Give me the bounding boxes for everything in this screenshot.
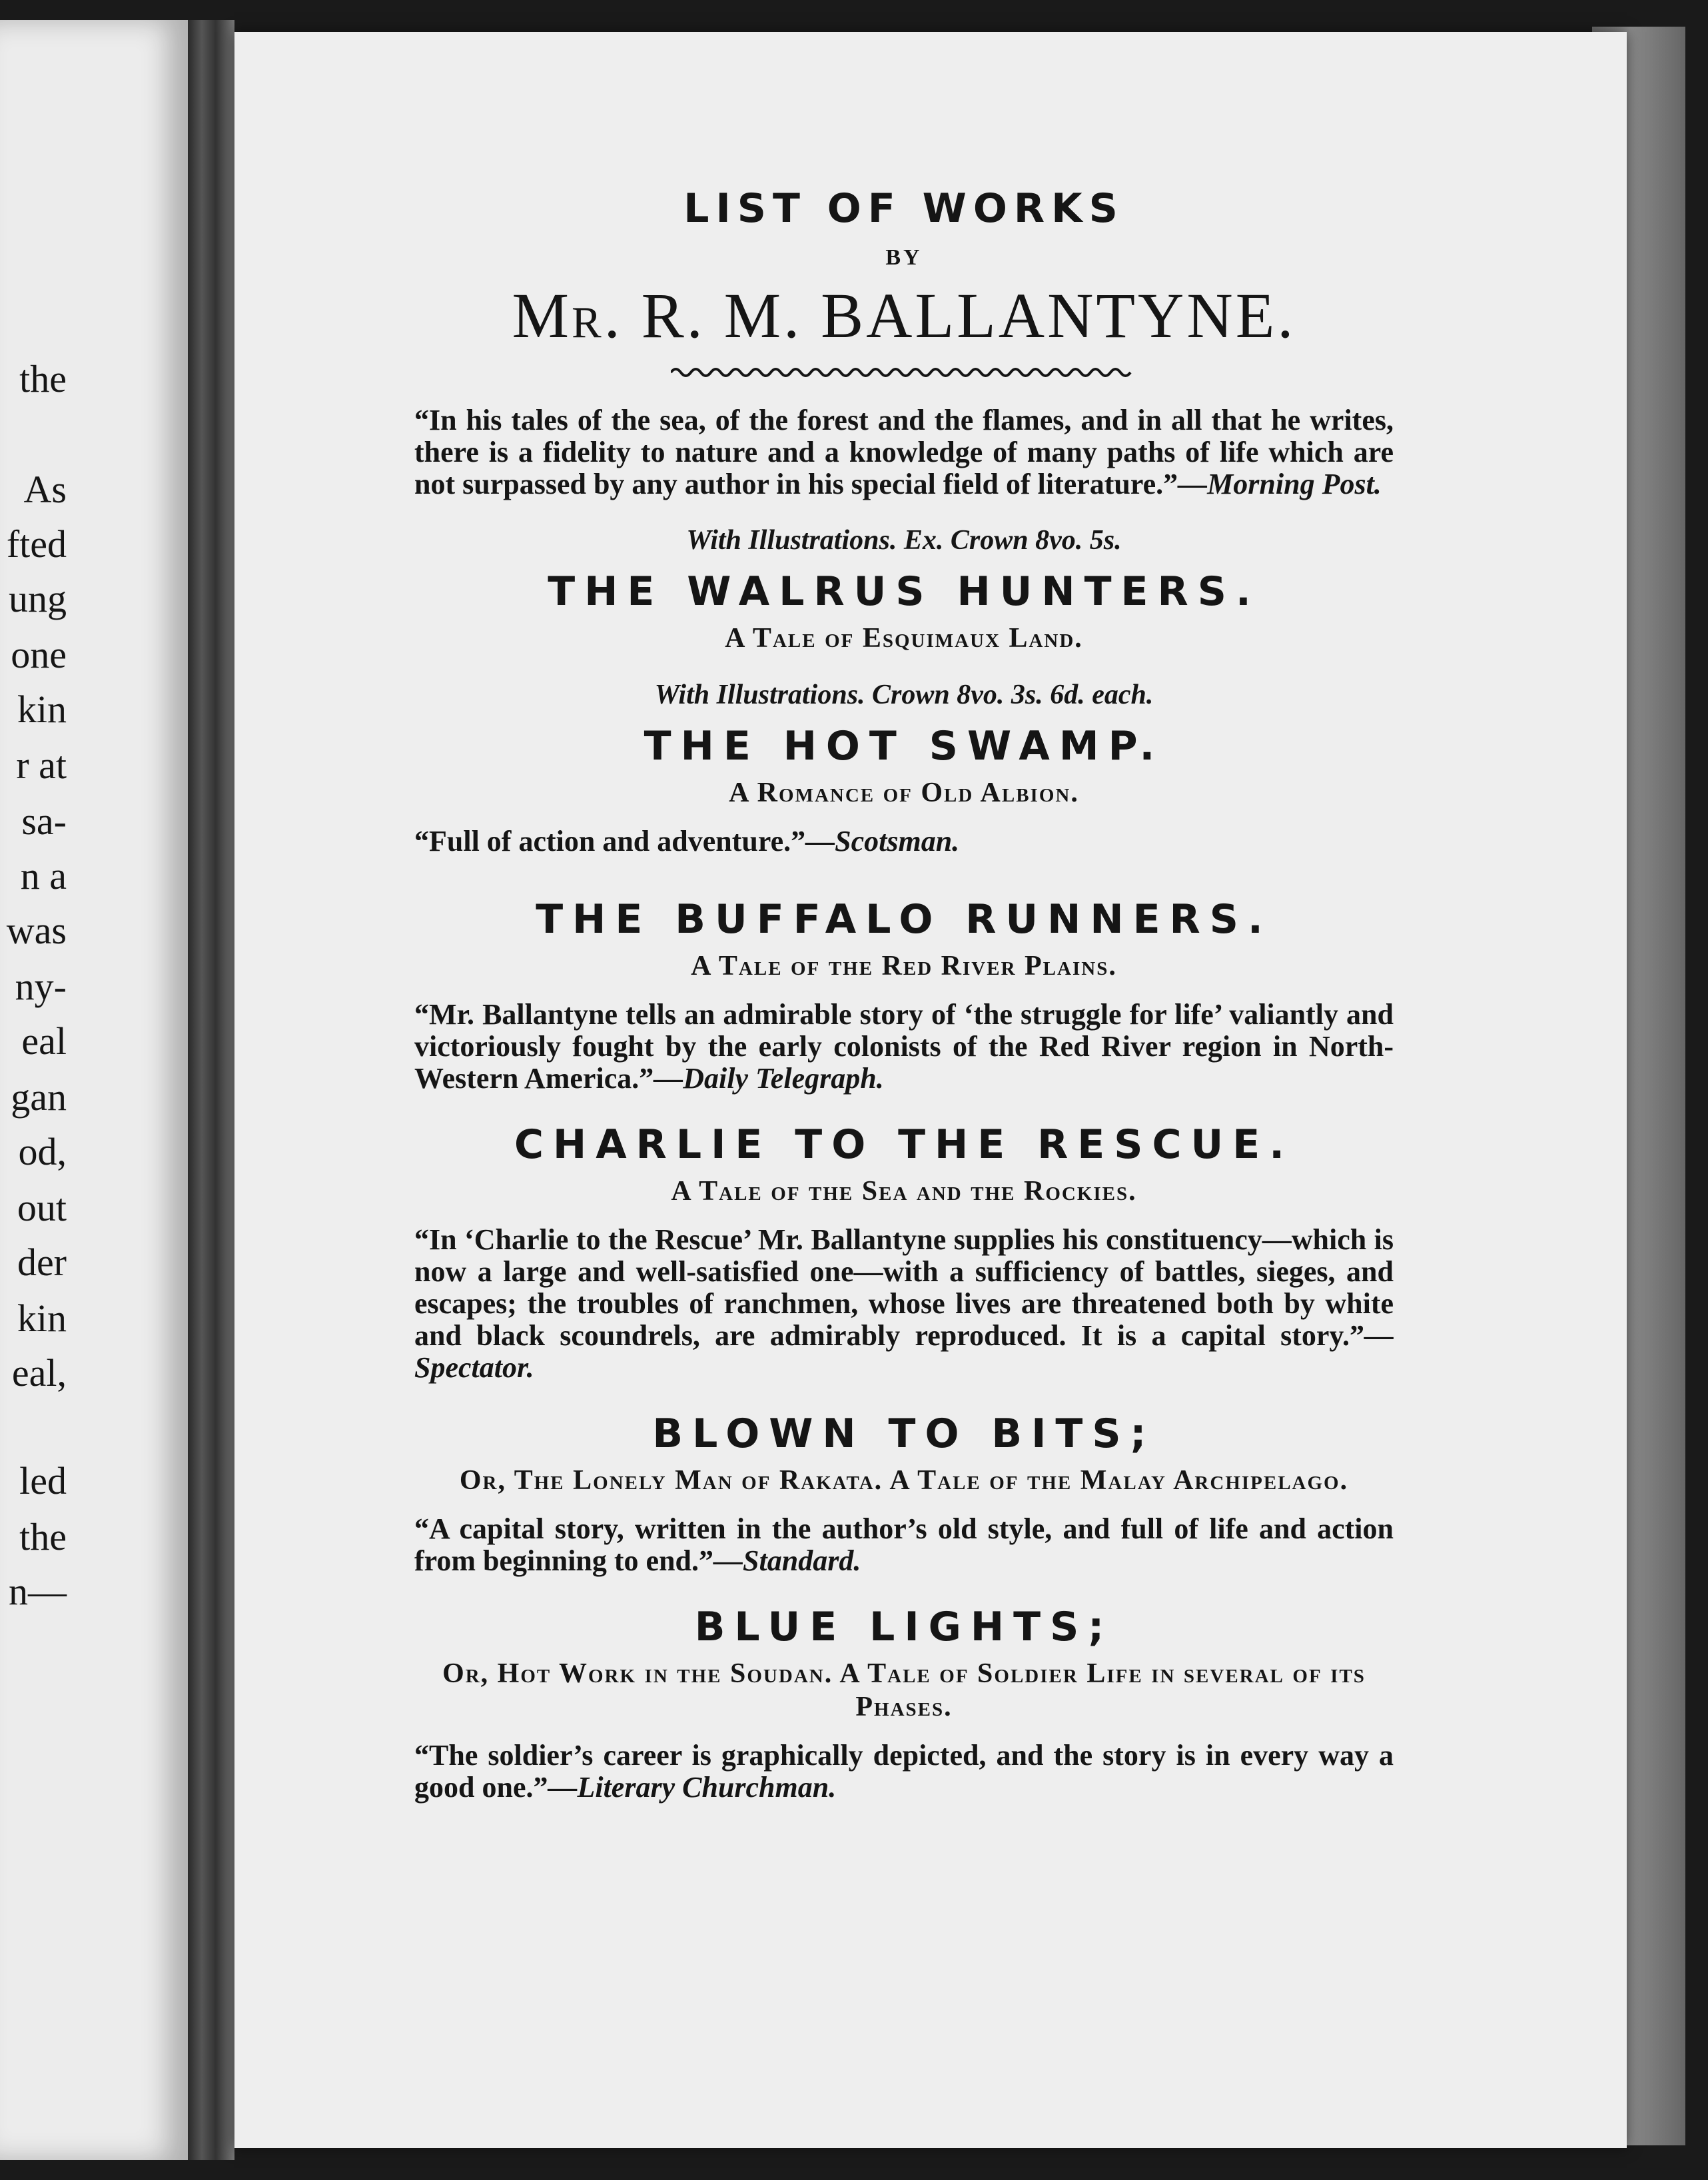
left-page-fragment: fted	[6, 522, 67, 566]
left-facing-page	[0, 20, 188, 2160]
left-page-fragment: the	[19, 1515, 67, 1558]
left-page-fragment: led	[19, 1459, 67, 1502]
book-title: BLUE LIGHTS;	[694, 1604, 1114, 1650]
book-title: THE WALRUS HUNTERS.	[548, 568, 1260, 615]
book-title: THE HOT SWAMP.	[643, 723, 1164, 770]
book-title: THE BUFFALO RUNNERS.	[536, 896, 1272, 943]
review-quote-text: “Mr. Ballantyne tells an admirable story of ‘the struggle for life’ valiantly and victoriously fought by the early colonists of the Red River region in North-Western America.”	[414, 998, 1394, 1095]
review-quote	[414, 1224, 1394, 1384]
book-title: CHARLIE TO THE RESCUE.	[514, 1121, 1294, 1168]
left-page-fragment: ny-	[15, 965, 67, 1008]
review-quote-text: “The soldier’s career is graphically depicted, and the story is in every way a good one.”	[414, 1739, 1394, 1804]
by-line: BY	[885, 245, 923, 270]
book-title: BLOWN TO BITS;	[652, 1410, 1156, 1457]
left-page-fragment: sa-	[21, 800, 67, 843]
book-gutter	[188, 20, 234, 2160]
left-page-fragment: one	[11, 633, 67, 676]
review-quote-source: —Spectator.	[414, 1319, 1394, 1384]
edition-note: With Illustrations. Ex. Crown 8vo. 5s.	[686, 525, 1122, 556]
book-subtitle: A Tale of Esquimaux Land.	[725, 623, 1083, 654]
book-subtitle: Or, Hot Work in the Soudan. A Tale of Soldier Life in several of its Phases.	[442, 1658, 1366, 1722]
left-page-fragment: n—	[9, 1570, 67, 1613]
intro-quote-text: “In his tales of the sea, of the forest and the flames, and in all that he writes, there is a fidelity to nature and a knowledge of many paths of life which are not surpassed by any author in his special field of literature.”	[414, 404, 1394, 500]
left-page-fragment: was	[6, 909, 67, 952]
book-subtitle: A Romance of Old Albion.	[729, 778, 1079, 808]
left-page-fragment: kin	[17, 1297, 67, 1340]
review-quote-text: “In ‘Charlie to the Rescue’ Mr. Ballantyne supplies his constituency—which is now a large and well-satisfied one—with a sufficiency of battles, sieges, and escapes; the troubles of ranchmen, whose lives are threatened both by white and black scoundrels, are admirably reproduced. It is a capital story.”	[414, 1223, 1394, 1352]
left-page-fragment: eal	[21, 1019, 67, 1063]
left-page-fragment: od,	[18, 1130, 67, 1173]
book-subtitle: Or, The Lonely Man of Rakata. A Tale of the Malay Archipelago.	[459, 1465, 1349, 1496]
right-page	[234, 32, 1627, 2148]
left-page-fragment: the	[19, 357, 67, 400]
left-page-fragment: out	[17, 1186, 67, 1229]
review-quote-source: —Literary Churchman.	[548, 1771, 837, 1804]
wavy-rule-ornament	[671, 364, 1137, 380]
left-page-fragment: As	[23, 468, 67, 511]
review-quote-source: —Scotsman.	[805, 825, 960, 857]
left-page-fragment: kin	[17, 688, 67, 731]
review-quote	[414, 1740, 1394, 1804]
review-quote	[414, 825, 1394, 857]
left-page-fragment: n a	[20, 854, 67, 897]
review-quote	[414, 999, 1394, 1095]
review-quote-source: —Standard.	[713, 1544, 861, 1577]
book-subtitle: A Tale of the Sea and the Rockies.	[671, 1176, 1137, 1207]
edition-note: With Illustrations. Crown 8vo. 3s. 6d. each.	[654, 680, 1154, 710]
left-page-fragment: r at	[16, 744, 67, 787]
book-subtitle: A Tale of the Red River Plains.	[691, 951, 1117, 981]
review-quote-text: “A capital story, written in the author’s old style, and full of life and action from beginning to end.”	[414, 1512, 1394, 1577]
review-quote	[414, 1513, 1394, 1577]
page-content	[414, 185, 1394, 1804]
intro-quote-source: —Morning Post.	[1178, 468, 1382, 500]
left-page-fragment: eal,	[11, 1351, 67, 1394]
page-title: LIST OF WORKS	[683, 185, 1124, 232]
left-page-fragment: der	[17, 1241, 67, 1284]
review-quote-text: “Full of action and adventure.”	[414, 825, 806, 857]
left-page-fragment: gan	[11, 1075, 67, 1119]
left-page-fragment: ung	[9, 577, 67, 620]
author-name: Mr. R. M. BALLANTYNE.	[512, 280, 1296, 351]
review-quote-source: —Daily Telegraph.	[653, 1062, 884, 1095]
intro-quote	[414, 404, 1394, 500]
